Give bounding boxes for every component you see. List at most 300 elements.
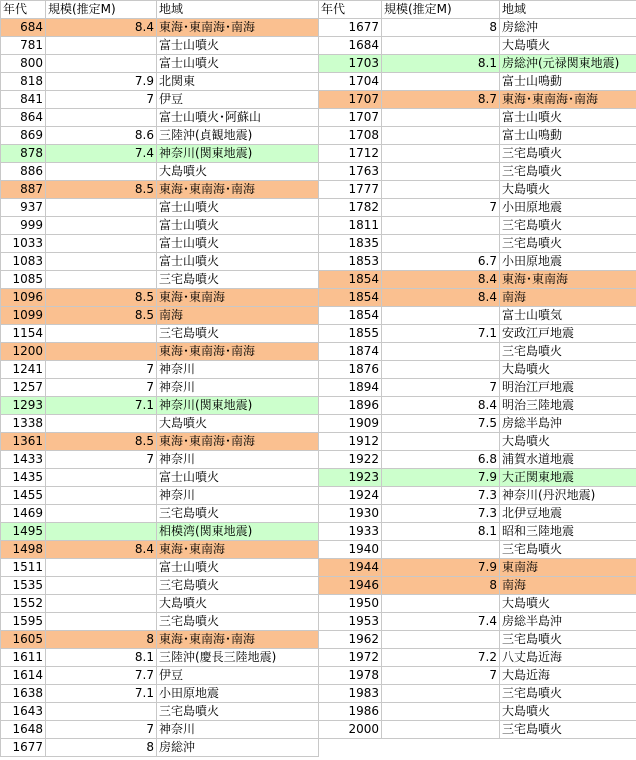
region-cell[interactable]: 富士山鳴動 bbox=[500, 127, 636, 145]
year-cell[interactable]: 1614 bbox=[1, 667, 46, 685]
year-cell[interactable]: 1855 bbox=[319, 325, 382, 343]
year-cell[interactable]: 1643 bbox=[1, 703, 46, 721]
magnitude-cell[interactable] bbox=[46, 505, 157, 523]
magnitude-cell[interactable] bbox=[46, 595, 157, 613]
year-cell[interactable]: 1933 bbox=[319, 523, 382, 541]
region-cell[interactable]: 富士山噴火 bbox=[500, 109, 636, 127]
region-cell[interactable]: 房総沖(元禄関東地震) bbox=[500, 55, 636, 73]
magnitude-cell[interactable] bbox=[46, 703, 157, 721]
magnitude-cell[interactable] bbox=[46, 253, 157, 271]
table-row bbox=[319, 397, 636, 415]
year-cell[interactable]: 1853 bbox=[319, 253, 382, 271]
magnitude-cell[interactable] bbox=[382, 685, 500, 703]
year-cell[interactable]: 1595 bbox=[1, 613, 46, 631]
magnitude-cell[interactable] bbox=[46, 523, 157, 541]
region-cell[interactable]: 神奈川(関東地震) bbox=[157, 397, 319, 415]
region-cell[interactable]: 三宅島噴火 bbox=[500, 541, 636, 559]
table-row bbox=[319, 127, 636, 145]
year-cell[interactable]: 1712 bbox=[319, 145, 382, 163]
region-cell[interactable]: 大島近海 bbox=[500, 667, 636, 685]
year-cell[interactable]: 841 bbox=[1, 91, 46, 109]
year-cell[interactable]: 1535 bbox=[1, 577, 46, 595]
table-row bbox=[319, 73, 636, 91]
year-cell[interactable]: 1894 bbox=[319, 379, 382, 397]
table-row bbox=[1, 163, 319, 181]
table-row bbox=[319, 379, 636, 397]
magnitude-cell[interactable]: 7.5 bbox=[382, 415, 500, 433]
year-cell[interactable]: 1648 bbox=[1, 721, 46, 739]
magnitude-cell[interactable] bbox=[382, 541, 500, 559]
magnitude-cell[interactable] bbox=[382, 37, 500, 55]
year-cell[interactable]: 1874 bbox=[319, 343, 382, 361]
region-cell[interactable]: 房総半島沖 bbox=[500, 613, 636, 631]
region-cell[interactable]: 富士山噴火 bbox=[157, 217, 319, 235]
year-cell[interactable]: 2000 bbox=[319, 721, 382, 739]
table-row bbox=[319, 703, 636, 721]
region-cell[interactable]: 大正関東地震 bbox=[500, 469, 636, 487]
table-row bbox=[319, 613, 636, 631]
region-cell[interactable]: 南海 bbox=[157, 307, 319, 325]
magnitude-cell[interactable]: 8.1 bbox=[382, 523, 500, 541]
magnitude-cell[interactable]: 8.7 bbox=[382, 91, 500, 109]
magnitude-cell[interactable]: 8 bbox=[382, 19, 500, 37]
year-cell[interactable]: 1909 bbox=[319, 415, 382, 433]
magnitude-cell[interactable] bbox=[382, 595, 500, 613]
magnitude-cell[interactable]: 8.5 bbox=[46, 181, 157, 199]
region-cell[interactable]: 富士山噴火 bbox=[157, 37, 319, 55]
table-row bbox=[319, 667, 636, 685]
table-row bbox=[319, 433, 636, 451]
region-cell[interactable]: 富士山鳴動 bbox=[500, 73, 636, 91]
region-cell[interactable]: 東海･東南海･南海 bbox=[157, 433, 319, 451]
magnitude-cell[interactable]: 7.1 bbox=[382, 325, 500, 343]
year-cell[interactable]: 1944 bbox=[319, 559, 382, 577]
year-cell[interactable]: 1096 bbox=[1, 289, 46, 307]
year-cell[interactable]: 1835 bbox=[319, 235, 382, 253]
table-row bbox=[319, 721, 636, 739]
magnitude-cell[interactable]: 6.8 bbox=[382, 451, 500, 469]
magnitude-cell[interactable] bbox=[382, 307, 500, 325]
magnitude-cell[interactable] bbox=[382, 433, 500, 451]
year-cell[interactable]: 1435 bbox=[1, 469, 46, 487]
magnitude-cell[interactable]: 8.6 bbox=[46, 127, 157, 145]
year-cell[interactable]: 1552 bbox=[1, 595, 46, 613]
year-cell[interactable]: 1950 bbox=[319, 595, 382, 613]
magnitude-cell[interactable] bbox=[46, 415, 157, 433]
year-cell[interactable]: 1763 bbox=[319, 163, 382, 181]
region-cell[interactable]: 大島噴火 bbox=[157, 415, 319, 433]
table-row bbox=[1, 469, 319, 487]
magnitude-cell[interactable]: 8.4 bbox=[46, 19, 157, 37]
table-row bbox=[319, 235, 636, 253]
table-row bbox=[1, 523, 319, 541]
magnitude-cell[interactable]: 7 bbox=[382, 199, 500, 217]
table-row bbox=[319, 181, 636, 199]
table-row bbox=[1, 667, 319, 685]
magnitude-cell[interactable] bbox=[382, 703, 500, 721]
region-cell[interactable]: 富士山噴火 bbox=[157, 469, 319, 487]
region-cell[interactable]: 大島噴火 bbox=[157, 163, 319, 181]
year-cell[interactable]: 800 bbox=[1, 55, 46, 73]
year-cell[interactable]: 1293 bbox=[1, 397, 46, 415]
magnitude-cell[interactable] bbox=[382, 631, 500, 649]
region-cell[interactable]: 東海･東南海 bbox=[157, 289, 319, 307]
year-cell[interactable]: 886 bbox=[1, 163, 46, 181]
magnitude-cell[interactable]: 7.3 bbox=[382, 505, 500, 523]
region-cell[interactable]: 富士山噴火 bbox=[157, 235, 319, 253]
table-row bbox=[319, 451, 636, 469]
table-row bbox=[1, 631, 319, 649]
region-cell[interactable]: 神奈川(関東地震) bbox=[157, 145, 319, 163]
region-cell[interactable]: 三宅島噴火 bbox=[500, 343, 636, 361]
magnitude-cell[interactable]: 7.7 bbox=[46, 667, 157, 685]
magnitude-cell[interactable]: 8.5 bbox=[46, 289, 157, 307]
region-cell[interactable]: 昭和三陸地震 bbox=[500, 523, 636, 541]
region-cell[interactable]: 大島噴火 bbox=[157, 595, 319, 613]
magnitude-cell[interactable]: 7.1 bbox=[46, 397, 157, 415]
year-cell[interactable]: 1946 bbox=[319, 577, 382, 595]
magnitude-cell[interactable]: 7.4 bbox=[46, 145, 157, 163]
year-cell[interactable]: 1912 bbox=[319, 433, 382, 451]
region-cell[interactable]: 神奈川 bbox=[157, 451, 319, 469]
table-row bbox=[319, 145, 636, 163]
year-cell[interactable]: 1854 bbox=[319, 271, 382, 289]
magnitude-cell[interactable]: 8 bbox=[46, 631, 157, 649]
year-cell[interactable]: 1611 bbox=[1, 649, 46, 667]
region-cell[interactable]: 三宅島噴火 bbox=[157, 505, 319, 523]
year-cell[interactable]: 1200 bbox=[1, 343, 46, 361]
region-cell[interactable]: 小田原地震 bbox=[500, 199, 636, 217]
magnitude-cell[interactable] bbox=[46, 217, 157, 235]
year-cell[interactable]: 1455 bbox=[1, 487, 46, 505]
region-cell[interactable]: 三陸沖(貞観地震) bbox=[157, 127, 319, 145]
year-cell[interactable]: 1361 bbox=[1, 433, 46, 451]
table-row bbox=[1, 289, 319, 307]
magnitude-cell[interactable]: 7.9 bbox=[382, 469, 500, 487]
region-cell[interactable]: 房総沖 bbox=[500, 19, 636, 37]
year-cell[interactable]: 1257 bbox=[1, 379, 46, 397]
year-cell[interactable]: 1707 bbox=[319, 91, 382, 109]
table-row bbox=[1, 37, 319, 55]
table-row bbox=[1, 127, 319, 145]
header-year[interactable]: 年代 bbox=[319, 1, 382, 19]
year-cell[interactable]: 1605 bbox=[1, 631, 46, 649]
region-cell[interactable]: 東海･東南海･南海 bbox=[157, 19, 319, 37]
region-cell[interactable]: 東海･東南海 bbox=[157, 541, 319, 559]
magnitude-cell[interactable]: 6.7 bbox=[382, 253, 500, 271]
magnitude-cell[interactable]: 8.5 bbox=[46, 433, 157, 451]
magnitude-cell[interactable] bbox=[46, 199, 157, 217]
year-cell[interactable]: 1083 bbox=[1, 253, 46, 271]
table-row bbox=[319, 253, 636, 271]
table-row bbox=[1, 325, 319, 343]
year-cell[interactable]: 1708 bbox=[319, 127, 382, 145]
year-cell[interactable]: 1704 bbox=[319, 73, 382, 91]
year-cell[interactable]: 869 bbox=[1, 127, 46, 145]
year-cell[interactable]: 999 bbox=[1, 217, 46, 235]
region-cell[interactable]: 伊豆 bbox=[157, 667, 319, 685]
magnitude-cell[interactable]: 8.5 bbox=[46, 307, 157, 325]
table-row bbox=[319, 343, 636, 361]
region-cell[interactable]: 伊豆 bbox=[157, 91, 319, 109]
year-cell[interactable]: 1241 bbox=[1, 361, 46, 379]
region-cell[interactable]: 富士山噴気 bbox=[500, 307, 636, 325]
year-cell[interactable]: 1684 bbox=[319, 37, 382, 55]
magnitude-cell[interactable] bbox=[382, 343, 500, 361]
table-row bbox=[1, 73, 319, 91]
region-cell[interactable]: 富士山噴火 bbox=[157, 559, 319, 577]
header-magnitude[interactable]: 規模(推定M) bbox=[382, 1, 500, 19]
region-cell[interactable]: 南海 bbox=[500, 289, 636, 307]
region-cell[interactable]: 大島噴火 bbox=[500, 181, 636, 199]
magnitude-cell[interactable]: 8.4 bbox=[382, 397, 500, 415]
magnitude-cell[interactable]: 7.9 bbox=[382, 559, 500, 577]
year-cell[interactable]: 887 bbox=[1, 181, 46, 199]
magnitude-cell[interactable]: 7.9 bbox=[46, 73, 157, 91]
year-cell[interactable]: 1703 bbox=[319, 55, 382, 73]
region-cell[interactable]: 三宅島噴火 bbox=[500, 217, 636, 235]
region-cell[interactable]: 北伊豆地震 bbox=[500, 505, 636, 523]
year-cell[interactable]: 1782 bbox=[319, 199, 382, 217]
year-cell[interactable]: 1433 bbox=[1, 451, 46, 469]
magnitude-cell[interactable] bbox=[46, 577, 157, 595]
year-cell[interactable]: 864 bbox=[1, 109, 46, 127]
region-cell[interactable]: 東海･東南海 bbox=[500, 271, 636, 289]
year-cell[interactable]: 878 bbox=[1, 145, 46, 163]
magnitude-cell[interactable] bbox=[382, 109, 500, 127]
magnitude-cell[interactable]: 8.4 bbox=[382, 289, 500, 307]
year-cell[interactable]: 1085 bbox=[1, 271, 46, 289]
table-row bbox=[319, 55, 636, 73]
region-cell[interactable]: 大島噴火 bbox=[500, 361, 636, 379]
year-cell[interactable]: 818 bbox=[1, 73, 46, 91]
year-cell[interactable]: 1495 bbox=[1, 523, 46, 541]
magnitude-cell[interactable]: 7.4 bbox=[382, 613, 500, 631]
region-cell[interactable]: 房総沖 bbox=[157, 739, 319, 757]
magnitude-cell[interactable]: 7 bbox=[46, 721, 157, 739]
table-row bbox=[1, 109, 319, 127]
region-cell[interactable]: 富士山噴火 bbox=[157, 55, 319, 73]
region-cell[interactable]: 東海･東南海･南海 bbox=[500, 91, 636, 109]
magnitude-cell[interactable]: 8.4 bbox=[382, 271, 500, 289]
table-row bbox=[319, 685, 636, 703]
table-row bbox=[1, 595, 319, 613]
region-cell[interactable]: 三宅島噴火 bbox=[500, 145, 636, 163]
magnitude-cell[interactable] bbox=[382, 127, 500, 145]
table-row bbox=[319, 541, 636, 559]
year-cell[interactable]: 1940 bbox=[319, 541, 382, 559]
magnitude-cell[interactable] bbox=[382, 181, 500, 199]
magnitude-cell[interactable]: 7.3 bbox=[382, 487, 500, 505]
magnitude-cell[interactable] bbox=[382, 235, 500, 253]
magnitude-cell[interactable] bbox=[46, 163, 157, 181]
table-row bbox=[1, 397, 319, 415]
table-row bbox=[1, 649, 319, 667]
magnitude-cell[interactable] bbox=[382, 145, 500, 163]
region-cell[interactable]: 安政江戸地震 bbox=[500, 325, 636, 343]
magnitude-cell[interactable]: 7 bbox=[46, 91, 157, 109]
year-cell[interactable]: 1511 bbox=[1, 559, 46, 577]
region-cell[interactable]: 相模湾(関東地震) bbox=[157, 523, 319, 541]
region-cell[interactable]: 大島噴火 bbox=[500, 37, 636, 55]
header-region[interactable]: 地域 bbox=[500, 1, 636, 19]
header-row bbox=[319, 1, 636, 19]
magnitude-cell[interactable]: 8.1 bbox=[382, 55, 500, 73]
year-cell[interactable]: 1930 bbox=[319, 505, 382, 523]
magnitude-cell[interactable]: 7 bbox=[46, 361, 157, 379]
region-cell[interactable]: 神奈川 bbox=[157, 379, 319, 397]
year-cell[interactable]: 1677 bbox=[319, 19, 382, 37]
magnitude-cell[interactable] bbox=[46, 271, 157, 289]
region-cell[interactable]: 北関東 bbox=[157, 73, 319, 91]
year-cell[interactable]: 1033 bbox=[1, 235, 46, 253]
magnitude-cell[interactable] bbox=[382, 721, 500, 739]
year-cell[interactable]: 1469 bbox=[1, 505, 46, 523]
table-row bbox=[1, 55, 319, 73]
year-cell[interactable]: 1811 bbox=[319, 217, 382, 235]
year-cell[interactable]: 1707 bbox=[319, 109, 382, 127]
region-cell[interactable]: 三宅島噴火 bbox=[157, 613, 319, 631]
region-cell[interactable]: 神奈川 bbox=[157, 361, 319, 379]
year-cell[interactable]: 1972 bbox=[319, 649, 382, 667]
right-table-body bbox=[319, 1, 636, 739]
magnitude-cell[interactable] bbox=[382, 217, 500, 235]
table-row bbox=[319, 523, 636, 541]
region-cell[interactable]: 東海･東南海･南海 bbox=[157, 343, 319, 361]
year-cell[interactable]: 1498 bbox=[1, 541, 46, 559]
left-table bbox=[0, 0, 319, 757]
year-cell[interactable]: 1677 bbox=[1, 739, 46, 757]
magnitude-cell[interactable]: 7 bbox=[46, 379, 157, 397]
magnitude-cell[interactable]: 7 bbox=[46, 451, 157, 469]
region-cell[interactable]: 三宅島噴火 bbox=[500, 685, 636, 703]
magnitude-cell[interactable] bbox=[46, 55, 157, 73]
region-cell[interactable]: 東海･東南海･南海 bbox=[157, 181, 319, 199]
year-cell[interactable]: 1896 bbox=[319, 397, 382, 415]
table-row bbox=[1, 451, 319, 469]
region-cell[interactable]: 南海 bbox=[500, 577, 636, 595]
magnitude-cell[interactable] bbox=[46, 613, 157, 631]
region-cell[interactable]: 三宅島噴火 bbox=[500, 163, 636, 181]
right-table bbox=[318, 0, 636, 739]
region-cell[interactable]: 富士山噴火 bbox=[157, 253, 319, 271]
year-cell[interactable]: 1638 bbox=[1, 685, 46, 703]
header-year[interactable]: 年代 bbox=[1, 1, 46, 19]
year-cell[interactable]: 1099 bbox=[1, 307, 46, 325]
region-cell[interactable]: 八丈島近海 bbox=[500, 649, 636, 667]
table-row bbox=[319, 577, 636, 595]
region-cell[interactable]: 神奈川(丹沢地震) bbox=[500, 487, 636, 505]
magnitude-cell[interactable] bbox=[46, 469, 157, 487]
year-cell[interactable]: 781 bbox=[1, 37, 46, 55]
year-cell[interactable]: 1338 bbox=[1, 415, 46, 433]
region-cell[interactable]: 富士山噴火･阿蘇山 bbox=[157, 109, 319, 127]
region-cell[interactable]: 東南海 bbox=[500, 559, 636, 577]
year-cell[interactable]: 1854 bbox=[319, 289, 382, 307]
year-cell[interactable]: 1923 bbox=[319, 469, 382, 487]
magnitude-cell[interactable]: 8 bbox=[46, 739, 157, 757]
region-cell[interactable]: 大島噴火 bbox=[500, 703, 636, 721]
year-cell[interactable]: 1962 bbox=[319, 631, 382, 649]
magnitude-cell[interactable]: 7.1 bbox=[46, 685, 157, 703]
year-cell[interactable]: 684 bbox=[1, 19, 46, 37]
region-cell[interactable]: 三宅島噴火 bbox=[157, 703, 319, 721]
magnitude-cell[interactable] bbox=[46, 109, 157, 127]
magnitude-cell[interactable] bbox=[46, 343, 157, 361]
year-cell[interactable]: 1854 bbox=[319, 307, 382, 325]
region-cell[interactable]: 三宅島噴火 bbox=[157, 271, 319, 289]
table-row bbox=[1, 271, 319, 289]
table-row bbox=[1, 433, 319, 451]
table-row bbox=[319, 91, 636, 109]
year-cell[interactable]: 1978 bbox=[319, 667, 382, 685]
region-cell[interactable]: 三宅島噴火 bbox=[500, 235, 636, 253]
table-row bbox=[1, 217, 319, 235]
table-row bbox=[319, 487, 636, 505]
magnitude-cell[interactable]: 7 bbox=[382, 379, 500, 397]
region-cell[interactable]: 三宅島噴火 bbox=[500, 721, 636, 739]
region-cell[interactable]: 神奈川 bbox=[157, 721, 319, 739]
region-cell[interactable]: 小田原地震 bbox=[500, 253, 636, 271]
region-cell[interactable]: 三陸沖(慶長三陸地震) bbox=[157, 649, 319, 667]
magnitude-cell[interactable]: 8.1 bbox=[46, 649, 157, 667]
magnitude-cell[interactable] bbox=[46, 37, 157, 55]
year-cell[interactable]: 1924 bbox=[319, 487, 382, 505]
year-cell[interactable]: 1986 bbox=[319, 703, 382, 721]
magnitude-cell[interactable]: 7 bbox=[382, 667, 500, 685]
table-row bbox=[1, 145, 319, 163]
region-cell[interactable]: 浦賀水道地震 bbox=[500, 451, 636, 469]
table-row bbox=[1, 253, 319, 271]
year-cell[interactable]: 1922 bbox=[319, 451, 382, 469]
region-cell[interactable]: 明治江戸地震 bbox=[500, 379, 636, 397]
year-cell[interactable]: 1154 bbox=[1, 325, 46, 343]
table-row bbox=[319, 37, 636, 55]
region-cell[interactable]: 富士山噴火 bbox=[157, 199, 319, 217]
region-cell[interactable]: 三宅島噴火 bbox=[157, 325, 319, 343]
magnitude-cell[interactable] bbox=[382, 361, 500, 379]
magnitude-cell[interactable] bbox=[46, 235, 157, 253]
magnitude-cell[interactable] bbox=[46, 559, 157, 577]
header-region[interactable]: 地域 bbox=[157, 1, 319, 19]
magnitude-cell[interactable]: 7.2 bbox=[382, 649, 500, 667]
region-cell[interactable]: 大島噴火 bbox=[500, 595, 636, 613]
year-cell[interactable]: 937 bbox=[1, 199, 46, 217]
year-cell[interactable]: 1876 bbox=[319, 361, 382, 379]
magnitude-cell[interactable]: 8 bbox=[382, 577, 500, 595]
region-cell[interactable]: 三宅島噴火 bbox=[157, 577, 319, 595]
magnitude-cell[interactable] bbox=[46, 325, 157, 343]
magnitude-cell[interactable] bbox=[382, 163, 500, 181]
magnitude-cell[interactable] bbox=[46, 487, 157, 505]
table-row bbox=[319, 631, 636, 649]
region-cell[interactable]: 小田原地震 bbox=[157, 685, 319, 703]
table-row bbox=[1, 559, 319, 577]
region-cell[interactable]: 明治三陸地震 bbox=[500, 397, 636, 415]
year-cell[interactable]: 1953 bbox=[319, 613, 382, 631]
header-magnitude[interactable]: 規模(推定M) bbox=[46, 1, 157, 19]
magnitude-cell[interactable] bbox=[382, 73, 500, 91]
region-cell[interactable]: 東海･東南海･南海 bbox=[157, 631, 319, 649]
region-cell[interactable]: 房総半島沖 bbox=[500, 415, 636, 433]
table-row bbox=[319, 469, 636, 487]
year-cell[interactable]: 1777 bbox=[319, 181, 382, 199]
year-cell[interactable]: 1983 bbox=[319, 685, 382, 703]
region-cell[interactable]: 三宅島噴火 bbox=[500, 631, 636, 649]
region-cell[interactable]: 神奈川 bbox=[157, 487, 319, 505]
region-cell[interactable]: 大島噴火 bbox=[500, 433, 636, 451]
magnitude-cell[interactable]: 8.4 bbox=[46, 541, 157, 559]
